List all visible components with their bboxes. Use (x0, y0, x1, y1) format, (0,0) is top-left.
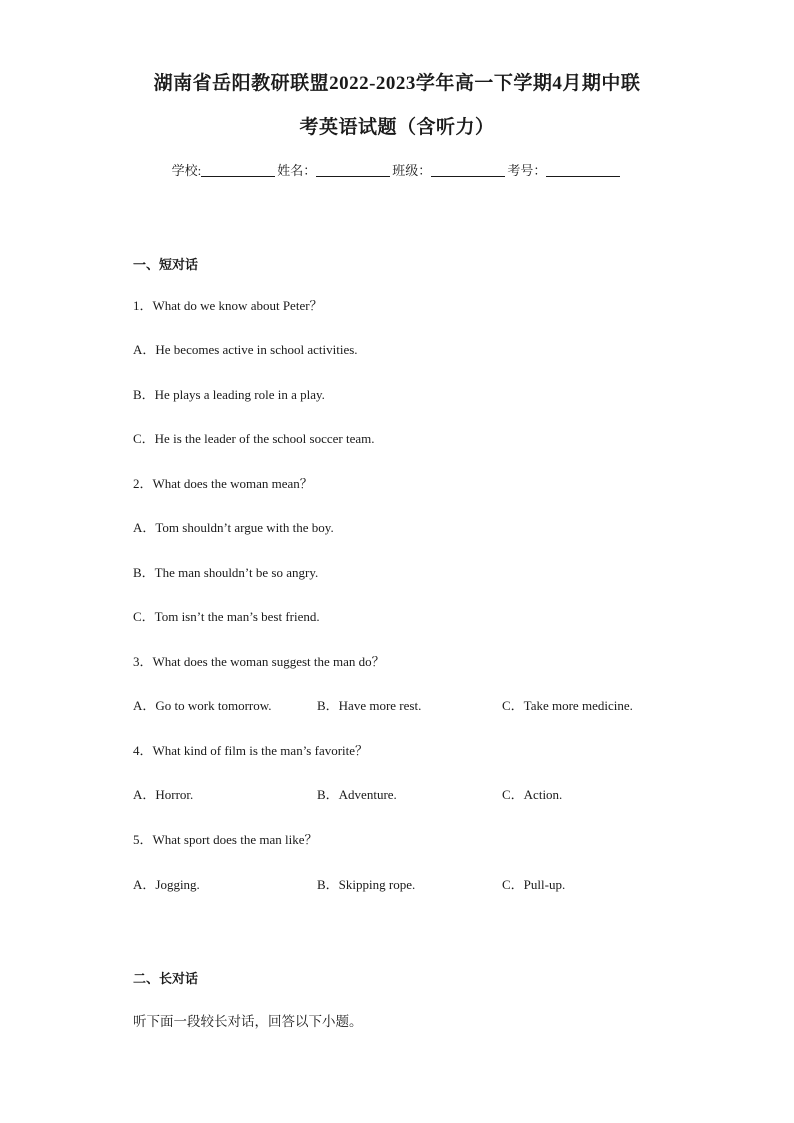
section-heading-long-dialogues: 二、长对话 (133, 971, 199, 986)
section-heading-short-dialogues: 一、短对话 (133, 257, 199, 272)
exam-title-line-2: 考英语试题（含听力） (299, 117, 495, 138)
school-label: 学校: (171, 163, 202, 178)
question-option[interactable]: A．He becomes active in school activities. (133, 342, 358, 357)
question-option[interactable]: A．Horror. (133, 787, 194, 802)
exam-number-blank[interactable] (546, 163, 620, 177)
question-stem: 1．What do we know about Peter？ (133, 298, 323, 313)
question-option[interactable]: A．Tom shouldn’t argue with the boy. (133, 520, 334, 535)
question-option[interactable]: B．Adventure. (317, 787, 397, 802)
question-option[interactable]: B．Skipping rope. (317, 877, 416, 892)
question-option[interactable]: B．The man shouldn’t be so angry. (133, 565, 319, 580)
question-option[interactable]: A．Go to work tomorrow. (133, 698, 272, 713)
question-option[interactable]: B．He plays a leading role in a play. (133, 387, 325, 402)
name-blank[interactable] (316, 163, 390, 177)
section-instruction: 听下面一段较长对话，回答以下小题。 (133, 1014, 363, 1029)
question-option[interactable]: B．Have more rest. (317, 698, 422, 713)
question-option[interactable]: C．Tom isn’t the man’s best friend. (133, 609, 320, 624)
class-label: 班级： (392, 163, 432, 178)
question-option[interactable]: C．He is the leader of the school soccer team. (133, 431, 375, 446)
class-blank[interactable] (431, 163, 505, 177)
name-label: 姓名： (277, 163, 317, 178)
question-stem: 4．What kind of film is the man’s favorite？ (133, 743, 369, 758)
question-option[interactable]: C．Pull-up. (502, 877, 566, 892)
question-option[interactable]: A．Jogging. (133, 877, 200, 892)
exam-number-label: 考号： (507, 163, 547, 178)
question-stem: 3．What does the woman suggest the man do？ (133, 654, 385, 669)
question-option[interactable]: C．Action. (502, 787, 563, 802)
student-info-line (0, 160, 794, 179)
exam-title-line-1: 湖南省岳阳教研联盟2022-2023学年高一下学期4月期中联 (153, 73, 641, 94)
question-stem: 2．What does the woman mean？ (133, 476, 313, 491)
school-blank[interactable] (201, 163, 275, 177)
question-option[interactable]: C．Take more medicine. (502, 698, 633, 713)
question-stem: 5．What sport does the man like？ (133, 832, 318, 847)
